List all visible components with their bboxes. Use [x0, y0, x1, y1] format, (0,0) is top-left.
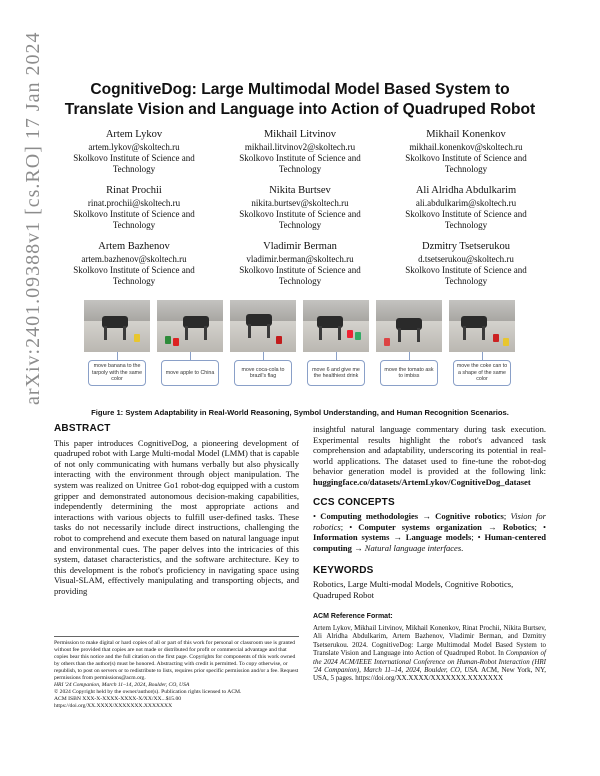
author-affiliation: Skolkovo Institute of Science and Technology: [405, 265, 527, 286]
arxiv-sidebar: [2, 31, 44, 620]
ccs-item: Human-centered computing →: [313, 532, 546, 553]
figure-panel-caption: move 6 and give me the healthiest drink: [307, 360, 365, 386]
author-card: [54, 128, 214, 175]
figure-panel-caption: move the coke can to a shape of the same color: [453, 360, 511, 386]
author-card: [220, 240, 380, 287]
acm-reference-venue: Companion of the 2024 ACM/IEEE International Conference on Human-Robot Interaction (HRI '24 Companion), March 11–14, 2024, Boulder, CO, USA.: [313, 649, 546, 674]
right-column: [313, 424, 546, 683]
author-name: Mikhail Litvinov: [263, 129, 337, 140]
figure-caption: Figure 1: System Adaptability in Real-World Reasoning, Symbol Understanding, and Human Recognition Scenarios.: [91, 408, 509, 417]
acm-reference-tail: ACM, New York, NY, USA, 5 pages. https://doi.org/XX.XXXX/XXXXXXX.XXXXXXX: [313, 665, 546, 683]
author-name: Artem Bazhenov: [98, 241, 170, 252]
acm-reference-heading: ACM Reference Format:: [313, 613, 393, 621]
figure-panel-caption: move the tomato ask to imbiss: [380, 360, 438, 386]
abstract-continuation: [313, 424, 546, 488]
figure-photo: [303, 300, 369, 352]
figure-panel-caption: move apple to China: [161, 360, 219, 386]
keywords-text: Robotics, Large Multi-modal Models, Cognitive Robotics, Quadruped Robot: [313, 579, 514, 600]
figure-panel-caption: move banana to the tarpoly with the same color: [88, 360, 146, 386]
conference-venue: HRI '24 Companion, March 11–14, 2024, Boulder, CO, USA: [54, 682, 190, 688]
author-name: Artem Lykov: [105, 129, 163, 140]
author-card: [54, 240, 214, 287]
author-affiliation: Skolkovo Institute of Science and Technology: [73, 265, 195, 286]
author-card: [386, 240, 546, 287]
abstract-text: This paper introduces CognitiveDog, a pioneering development of quadruped robot with Large Multi-modal Model (LMM) that is capable of not only communicating with humans verbally but also physically interacting with the environment through object manipulation. The system was realized on Unitree Go1 robot-dog equipped with a custom gripper and demonstrated autonomous decision-making capabilities, independently determining the most appropriate actions and interactions with various objects to fulfill user-defined tasks. These tasks do not necessarily include direct instructions, challenging the robot to comprehend and execute them based on natural language input and environmental cues. The paper delves into the intricacies of this system, dataset characteristics, and the software architecture. Key to this development is the robot's proficiency in navigating space using Visual-SLAM, effectively manipulating and transporting objects, and providing: [54, 437, 299, 596]
author-affiliation: Skolkovo Institute of Science and Technology: [405, 153, 527, 174]
figure-photo: [449, 300, 515, 352]
copyright-isbn: ACM ISBN XXX-X-XXXX-XXXX-X/XX/XX...$15.00: [54, 696, 182, 702]
author-affiliation: Skolkovo Institute of Science and Technology: [239, 209, 361, 230]
author-card: [386, 184, 546, 231]
author-email[interactable]: rinat.prochii@skoltech.ru: [87, 198, 181, 208]
figure-photo: [84, 300, 150, 352]
author-name: Rinat Prochii: [106, 185, 162, 196]
paper-title: CognitiveDog: Large Multimodal Model Based System to Translate Vision and Language into Action of Quadruped Robot: [64, 81, 536, 118]
author-name: Mikhail Konenkov: [426, 129, 506, 140]
author-name: Dzmitry Tsetserukou: [421, 241, 510, 252]
ccs-item: Information systems → Language models: [313, 532, 472, 543]
ccs-item-sub: Vision for robotics: [313, 511, 546, 532]
copyright-rights: © 2024 Copyright held by the owner/author(s). Publication rights licensed to ACM.: [54, 689, 242, 695]
ccs-item: Computing methodologies → Cognitive robotics: [320, 511, 504, 522]
author-affiliation: Skolkovo Institute of Science and Technology: [239, 153, 361, 174]
ccs-heading: CCS CONCEPTS: [313, 496, 395, 508]
acm-reference: [313, 612, 546, 682]
author-card: [54, 184, 214, 231]
author-affiliation: Skolkovo Institute of Science and Technology: [239, 265, 361, 286]
left-column: [54, 424, 299, 597]
author-email[interactable]: d.tsetserukou@skoltech.ru: [418, 254, 514, 264]
author-email[interactable]: ali.abdulkarim@skoltech.ru: [415, 198, 517, 208]
ccs-concepts: • Computing methodologies → Cognitive robotics; Vision for robotics; • Computer systems organization → Robotics; • Information systems → Language models; • Human-centered computing → Natural language interfaces.: [313, 511, 546, 553]
author-affiliation: Skolkovo Institute of Science and Technology: [73, 153, 195, 174]
ccs-item-sub: Natural language interfaces: [364, 542, 462, 553]
acm-reference-text: [313, 624, 546, 683]
figure-photo: [230, 300, 296, 352]
author-affiliation: Skolkovo Institute of Science and Technology: [405, 209, 527, 230]
author-name: Nikita Burtsev: [269, 185, 331, 196]
author-card: [220, 128, 380, 175]
author-email[interactable]: artem.lykov@skoltech.ru: [88, 142, 180, 152]
dataset-link[interactable]: huggingface.co/datasets/ArtemLykov/CognitiveDog_dataset: [313, 476, 531, 487]
author-card: [386, 128, 546, 175]
author-affiliation: Skolkovo Institute of Science and Technology: [73, 209, 195, 230]
ccs-item: Computer systems organization → Robotics: [358, 521, 535, 532]
figure-panel-caption: move coca-cola to brazil's flag: [234, 360, 292, 386]
author-email[interactable]: vladimir.berman@skoltech.ru: [246, 254, 354, 264]
author-name: Ali Alridha Abdulkarim: [415, 185, 517, 196]
keywords-heading: KEYWORDS: [313, 564, 374, 576]
author-name: Vladimir Berman: [263, 241, 337, 252]
arxiv-identifier: arXiv:2401.09388v1 [cs.RO] 17 Jan 2024: [22, 31, 44, 405]
author-email[interactable]: nikita.burtsev@skoltech.ru: [251, 198, 349, 208]
permission-notice: Permission to make digital or hard copies of all or part of this work for personal or classroom use is granted without fee provided that copies are not made or distributed for profit or commercial advantage and that copies bear this notice and the full citation on the first page. Copyrights for components of this work owned by others than the author(s) must be honored. Abstracting with credit is permitted. To copy otherwise, or republish, to post on servers or to redistribute to lists, requires prior specific permission and/or a fee. Request permissions from permissions@acm.org.: [54, 640, 299, 681]
abstract-continuation-text: insightful natural language commentary during task execution. Experimental results highlight the robot's advanced task comprehension and adaptability, underscoring its potential in real-world applications. The dataset used to fine-tune the robot-dog behavior generation model is provided at the following link:: [313, 424, 546, 477]
author-email[interactable]: mikhail.litvinov2@skoltech.ru: [244, 142, 356, 152]
author-card: [220, 184, 380, 231]
copyright-block: [54, 636, 299, 710]
author-email[interactable]: mikhail.konenkov@skoltech.ru: [409, 142, 523, 152]
author-email[interactable]: artem.bazhenov@skoltech.ru: [81, 254, 187, 264]
figure-photo: [376, 300, 442, 352]
copyright-doi[interactable]: https://doi.org/XX.XXXX/XXXXXXX.XXXXXXX: [54, 703, 173, 709]
figure-photo: [157, 300, 223, 352]
acm-reference-authors: Artem Lykov, Mikhail Litvinov, Mikhail Konenkov, Rinat Prochii, Nikita Burtsev, Ali Alridha Abdulkarim, Artem Bazhenov, Vladimir Berman, and Dzmitry Tsetserukou. 2024. CognitiveDog: Large Multimodal Model Based System to Translate Vision and Language into Action of Quadruped Robot. In: [313, 623, 546, 658]
figure-1: [84, 300, 516, 398]
abstract-heading: ABSTRACT: [54, 423, 111, 434]
